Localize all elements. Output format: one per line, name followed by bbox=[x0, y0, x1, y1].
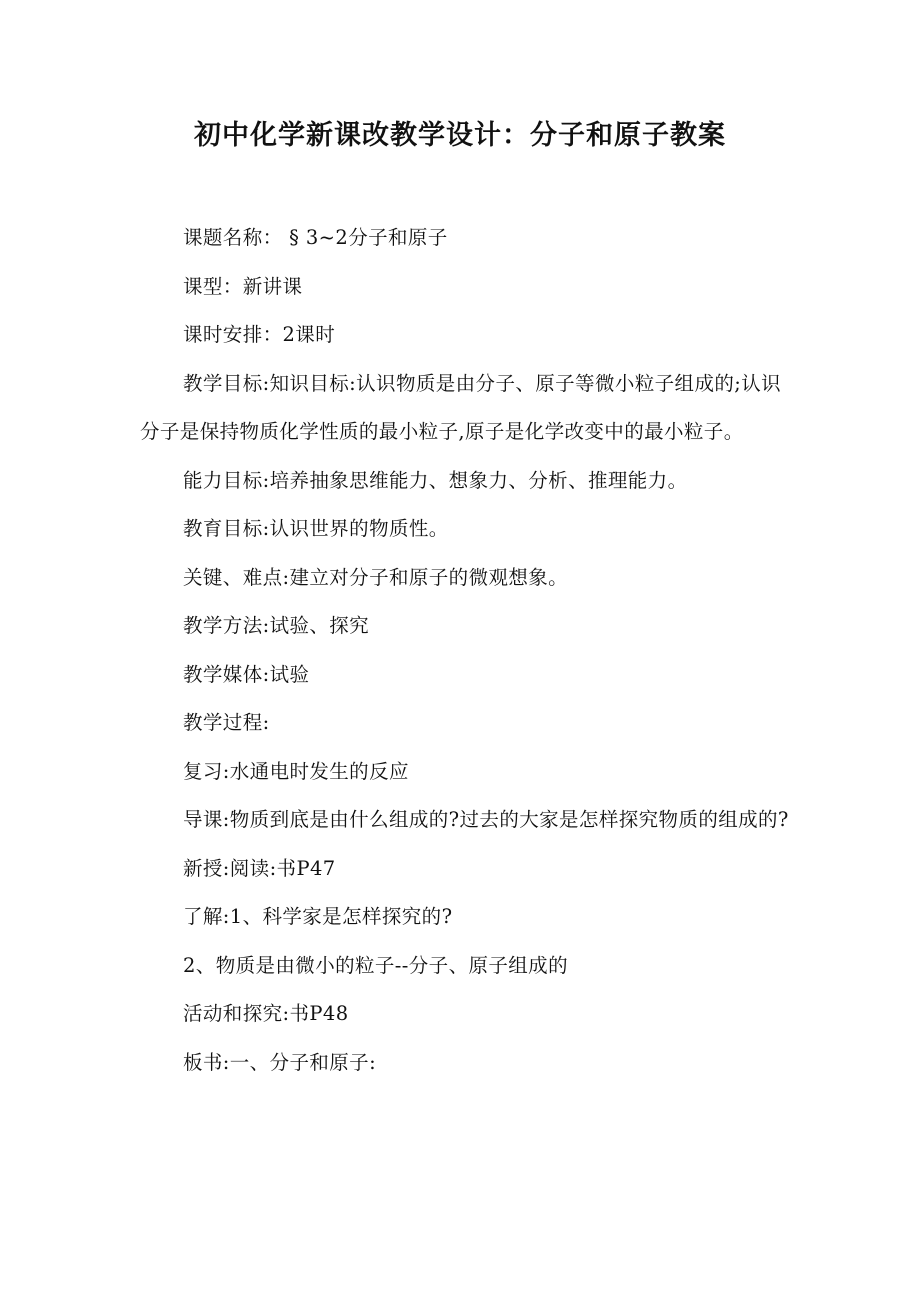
paragraph-teaching-methods: 教学方法:试验、探究 bbox=[183, 614, 370, 637]
document-title: 初中化学新课改教学设计：分子和原子教案 bbox=[194, 120, 726, 151]
paragraph-ability-goals: 能力目标:培养抽象思维能力、想象力、分析、推理能力。 bbox=[183, 468, 688, 492]
paragraph-teaching-goals: 教学目标:知识目标:认识物质是由分子、原子等微小粒子组成的;认识分子是保持物质化学性质的最小粒子,原子是化学改变中的最小粒子。 bbox=[140, 371, 782, 443]
paragraph-education-goals: 教育目标:认识世界的物质性。 bbox=[183, 517, 449, 540]
paragraph-understand-2: 2、物质是由微小的粒子--分子、原子组成的 bbox=[183, 953, 568, 977]
paragraph-key-points: 关键、难点:建立对分子和原子的微观想象。 bbox=[183, 565, 569, 589]
paragraph-topic-name: 课题名称： § 3~2分子和原子 bbox=[183, 226, 448, 249]
paragraph-teaching-media: 教学媒体:试验 bbox=[183, 662, 310, 686]
paragraph-review: 复习:水通电时发生的反应 bbox=[183, 759, 409, 783]
document-body bbox=[140, 214, 790, 1087]
paragraph-introduction: 导课:物质到底是由什么组成的?过去的大家是怎样探究物质的组成的? bbox=[183, 808, 789, 831]
paragraph-activity: 活动和探究:书P48 bbox=[183, 1002, 349, 1025]
paragraph-teaching-process: 教学过程: bbox=[183, 711, 270, 734]
paragraph-lesson-type: 课型：新讲课 bbox=[183, 274, 303, 298]
paragraph-new-lesson: 新授:阅读:书P47 bbox=[183, 856, 336, 880]
paragraph-understand-1: 了解:1、科学家是怎样探究的? bbox=[183, 905, 453, 928]
paragraph-board-writing: 板书:一、分子和原子: bbox=[183, 1050, 377, 1074]
paragraph-schedule: 课时安排：2课时 bbox=[183, 323, 336, 346]
